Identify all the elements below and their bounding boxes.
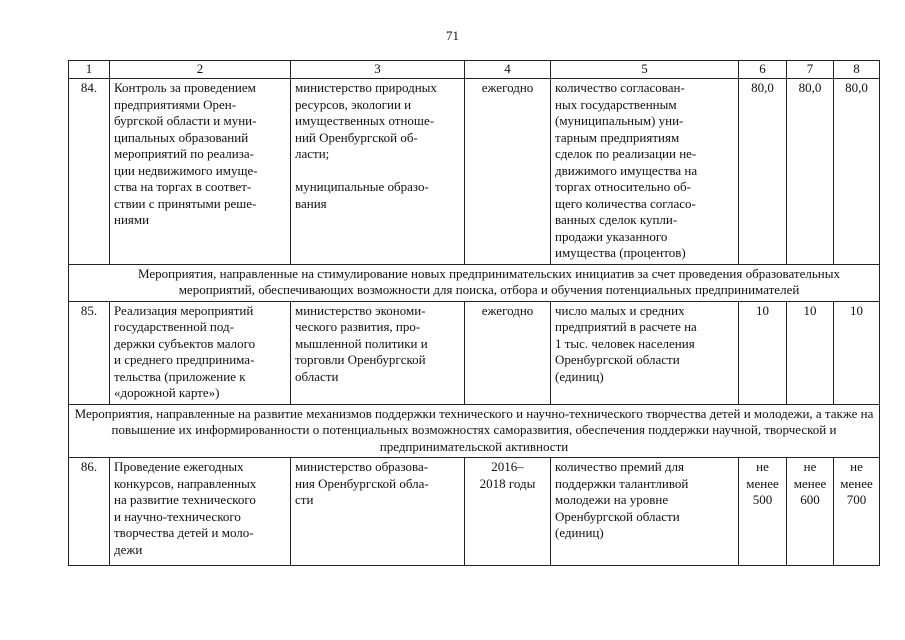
row-number: 84. bbox=[69, 79, 110, 265]
column-number: 1 bbox=[69, 61, 110, 79]
period-cell: ежегодно bbox=[465, 79, 551, 265]
value-cell: 80,0 bbox=[834, 79, 880, 265]
indicator-cell: число малых и средних предприятий в расчете на 1 тыс. человек населения Оренбургской области (единиц) bbox=[551, 301, 739, 404]
column-number: 2 bbox=[110, 61, 291, 79]
period-cell: ежегодно bbox=[465, 301, 551, 404]
column-number: 8 bbox=[834, 61, 880, 79]
column-number-row bbox=[69, 61, 880, 79]
section-heading: Мероприятия, направленные на развитие механизмов поддержки технического и научно-технического творчества детей и молодежи, а также на повышение их информированности о потенциальных возможностях саморазвития, обеспечения поддержки научной, творческой и предпринимательской активности bbox=[69, 404, 880, 458]
section-heading-row bbox=[69, 264, 880, 301]
measure-cell: Реализация мероприятий государственной под- держки субъектов малого и среднего предпринима- тельства (приложение к «дорожной карте») bbox=[110, 301, 291, 404]
column-number: 7 bbox=[787, 61, 834, 79]
indicator-cell: количество согласован- ных государственным (муниципальным) уни- тарным предприятиям сделок по реализации не- движимого имущества на торгах относительно об- щего количества согласо- ванных сделок купли- продажи указанного имущества (процентов) bbox=[551, 79, 739, 265]
measure-cell: Проведение ежегодных конкурсов, направленных на развитие технического и научно-технического творчества детей и моло- дежи bbox=[110, 458, 291, 566]
column-number: 6 bbox=[739, 61, 787, 79]
table-row bbox=[69, 301, 880, 404]
table-row bbox=[69, 458, 880, 566]
value-cell: 10 bbox=[834, 301, 880, 404]
row-number: 86. bbox=[69, 458, 110, 566]
executor-cell: министерство природных ресурсов, экологии и имущественных отноше- ний Оренбургской об- ласти; муниципальные образо- вания bbox=[291, 79, 465, 265]
value-cell: 10 bbox=[739, 301, 787, 404]
executor-cell: министерство экономи- ческого развития, про- мышленной политики и торговли Оренбургской области bbox=[291, 301, 465, 404]
value-cell: не менее 500 bbox=[739, 458, 787, 566]
value-cell: не менее 600 bbox=[787, 458, 834, 566]
row-number: 85. bbox=[69, 301, 110, 404]
value-cell: не менее 700 bbox=[834, 458, 880, 566]
column-number: 3 bbox=[291, 61, 465, 79]
column-number: 4 bbox=[465, 61, 551, 79]
column-number: 5 bbox=[551, 61, 739, 79]
section-heading-row bbox=[69, 404, 880, 458]
page-number: 71 bbox=[446, 28, 459, 43]
value-cell: 80,0 bbox=[787, 79, 834, 265]
value-cell: 80,0 bbox=[739, 79, 787, 265]
table-row bbox=[69, 79, 880, 265]
section-heading: Мероприятия, направленные на стимулирование новых предпринимательских инициатив за счет проведения образовательных мероприятий, обеспечивающих возможности для поиска, отбора и обучения потенциальных предпринимателей bbox=[69, 264, 880, 301]
indicator-cell: количество премий для поддержки талантливой молодежи на уровне Оренбургской области (единиц) bbox=[551, 458, 739, 566]
period-cell: 2016– 2018 годы bbox=[465, 458, 551, 566]
executor-cell: министерство образова- ния Оренбургской обла- сти bbox=[291, 458, 465, 566]
plan-table bbox=[68, 60, 880, 566]
measure-cell: Контроль за проведением предприятиями Орен- бургской области и муни- ципальных образований мероприятий по реализа- ции недвижимого имуще- ства на торгах в соответ- ствии с принятыми реше- ниями bbox=[110, 79, 291, 265]
value-cell: 10 bbox=[787, 301, 834, 404]
